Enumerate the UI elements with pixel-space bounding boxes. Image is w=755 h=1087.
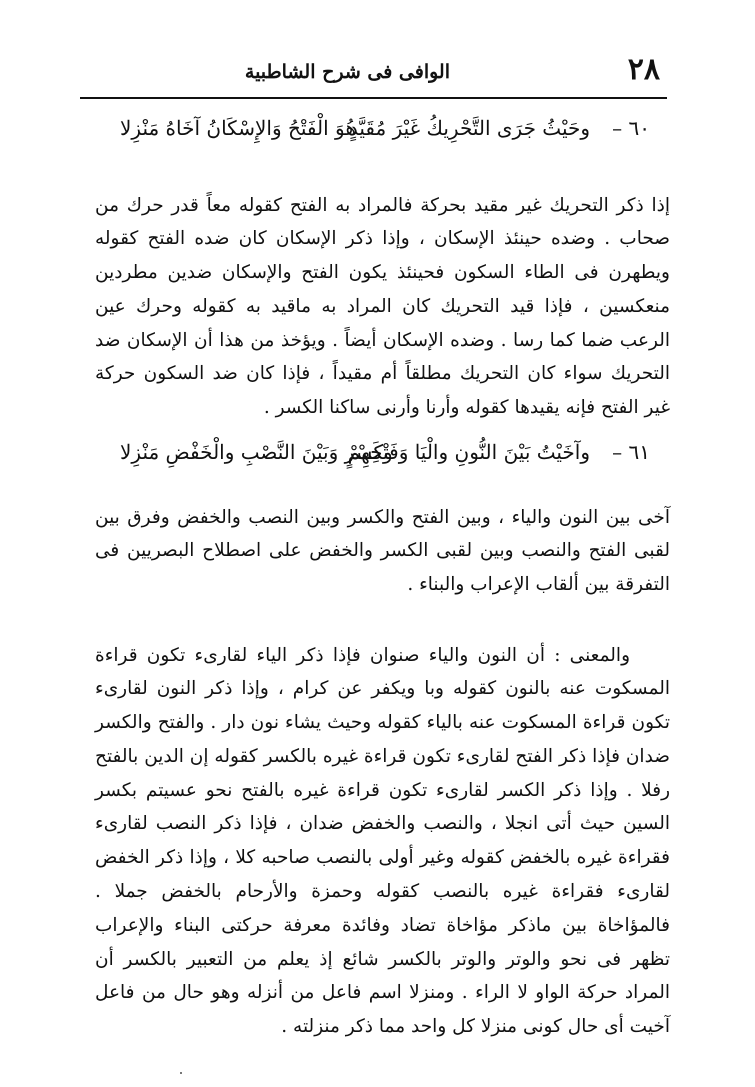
running-title: الوافى فى شرح الشاطبية: [244, 61, 450, 83]
verse-second-hemistich: هُوَ الْفَتْحُ وَالإِسْكَانُ آخَاهُ مَنْزِلا: [120, 116, 356, 140]
commentary-paragraph: إذا ذكر التحريك غير مقيد بحركة فالمراد به الفتح كقوله معاً قدر حرك من صحاب . وضده حينئذ الإسكان ، وإذا ذكر الإسكان كان ضده الفتح كقوله ويطهرن فى الطاء السكون فحينئذ يكون الفتح والإسكان ضدين مطردين منعكسين ، فإذا قيد التحريك كان المراد به ماقيد به كقوله وحرك عين الرعب ضما كما رسا . وضده الإسكان أيضاً . ويؤخذ من هذا أن الإسكان ضد التحريك سواء كان التحريك مطلقاً أم مقيداً ، فإذا كان ضد السكون حركة غير الفتح فإنه يقيدها كقوله وأرنا وأرنى ساكنا الكسر .: [95, 194, 670, 419]
verse-first-hemistich: وآخَيْتُ بَيْنَ النُّونِ والْيَا وَفَتْحِهِمْ: [347, 440, 590, 464]
verse-second-hemistich: وكَسْرٍ وَبَيْنَ النَّصْبِ والْخَفْضِ مَنْزِلا: [120, 440, 393, 464]
verse-number: ٦١ –: [612, 440, 650, 464]
verse-number: ٦٠ –: [612, 116, 650, 140]
verse-first-hemistich: وحَيْثُ جَرَى التَّحْرِيكُ غَيْرَ مُقَيَّدٍ: [348, 116, 590, 140]
verse-60: [120, 108, 650, 148]
page-header: [88, 52, 660, 92]
page-number: ٢٨: [627, 52, 660, 87]
commentary-paragraph: والمعنى : أن النون والياء صنوان فإذا ذكر الياء لقارىء تكون قراءة المسكوت عنه بالنون كقوله وبا ويكفر عن كرام ، وإذا ذكر النون لقارىء تكون قراءة المسكوت عنه بالياء كقوله وحيث يشاء نون دار . والفتح والكسر ضدان فإذا ذكر الفتح لقارىء تكون قراءة غيره بالكسر كقوله إن الدين بالفتح رفلا . وإذا ذكر الكسر لقارىء تكون قراءة غيره بالفتح نحو عسيتم بكسر السين حيث أتى انجلا ، والنصب والخفض ضدان ، فإذا ذكر النصب لقارىء فقراءة غيره بالخفض كقوله وغير أولى بالنصب صاحبه كلا ، وإذا ذكر الخفض لقارىء فقراءة غيره بالنصب كقوله وحمزة والأرحام بالخفض جملا . فالمؤاخاة بين ماذكر مؤاخاة تضاد وفائدة معرفة حركتى البناء والإعراب تظهر فى نحو والوتر والوتر بالكسر شائع إذ يعلم من التعبير بالكسر أن المراد حركة الواو لا الراء . ومنزلا اسم فاعل من أنزله وهو حال من فاعل آخيت أى حال كونى منزلا كل واحد مما ذكر منزلته .: [95, 644, 670, 1038]
verse-61: [120, 432, 650, 472]
commentary-paragraph: آخى بين النون والياء ، وبين الفتح والكسر وبين النصب والخفض وفرق بين لقبى الفتح والنصب وبين لقبى الكسر والخفض على اصطلاح البصريين فى التفرقة بين ألقاب الإعراب والبناء .: [95, 506, 670, 596]
header-divider: [80, 97, 667, 99]
margin-mark: [180, 1072, 182, 1074]
